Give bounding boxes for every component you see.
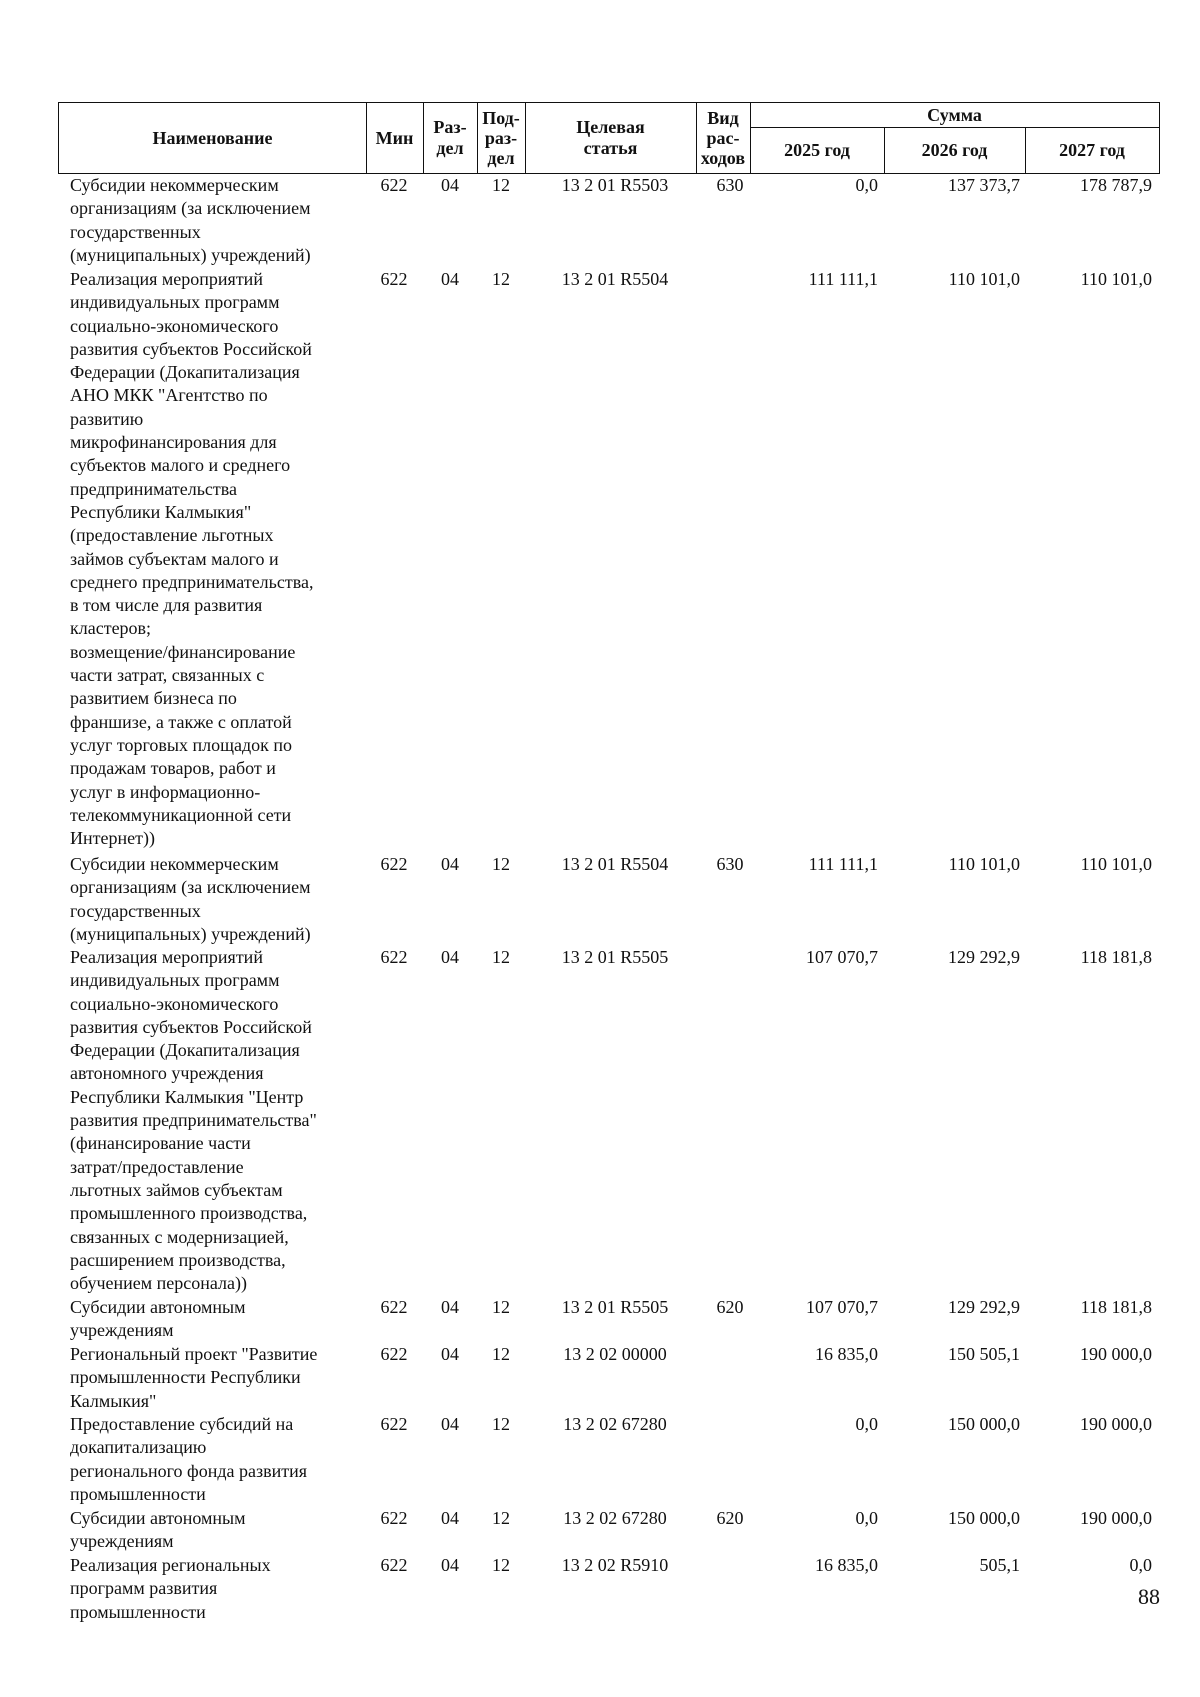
row-celevaya: 13 2 02 R5910	[561, 1555, 669, 1575]
row-vid: 630	[716, 175, 744, 195]
row-y2027: 190 000,0	[1080, 1508, 1152, 1528]
row-celevaya: 13 2 02 67280	[563, 1508, 667, 1528]
row-y2027: 190 000,0	[1080, 1414, 1152, 1434]
header-year-2027: 2027 год	[1059, 140, 1125, 160]
row-razdel: 04	[441, 1508, 459, 1528]
row-razdel: 04	[441, 269, 459, 289]
row-name: Субсидии некоммерческим организациям (за исключением государственных (муниципальных) учреждений)	[70, 854, 311, 944]
row-celevaya: 13 2 01 R5505	[561, 947, 669, 967]
row-min: 622	[380, 854, 408, 874]
row-vid: 620	[716, 1508, 744, 1528]
header-celevaya: Целевая статья	[576, 117, 645, 158]
row-min: 622	[380, 947, 408, 967]
row-y2027: 0,0	[1129, 1555, 1152, 1575]
table-header	[58, 102, 1160, 174]
row-celevaya: 13 2 01 R5504	[561, 269, 669, 289]
row-celevaya: 13 2 01 R5504	[561, 854, 669, 874]
row-celevaya: 13 2 02 67280	[563, 1414, 667, 1434]
row-y2025: 111 111,1	[808, 269, 878, 289]
row-y2026: 150 505,1	[948, 1344, 1020, 1364]
row-y2026: 137 373,7	[948, 175, 1020, 195]
header-razdel: Раз- дел	[433, 117, 467, 158]
row-min: 622	[380, 175, 408, 195]
row-podrazdel: 12	[492, 1508, 510, 1528]
row-name: Предоставление субсидий на докапитализацию регионального фонда развития промышленности	[70, 1414, 307, 1504]
row-y2026: 129 292,9	[948, 1297, 1020, 1317]
row-min: 622	[380, 1344, 408, 1364]
row-y2026: 110 101,0	[948, 269, 1020, 289]
row-min: 622	[380, 1508, 408, 1528]
row-min: 622	[380, 1555, 408, 1575]
row-razdel: 04	[441, 175, 459, 195]
row-razdel: 04	[441, 1297, 459, 1317]
row-podrazdel: 12	[492, 269, 510, 289]
row-y2025: 0,0	[855, 175, 878, 195]
row-y2027: 178 787,9	[1080, 175, 1152, 195]
row-podrazdel: 12	[492, 1297, 510, 1317]
row-vid: 630	[716, 854, 744, 874]
row-y2025: 107 070,7	[806, 1297, 878, 1317]
header-vid: Вид рас- ходов	[700, 108, 746, 168]
row-y2026: 129 292,9	[948, 947, 1020, 967]
row-y2027: 118 181,8	[1080, 947, 1152, 967]
row-name: Реализация мероприятий индивидуальных программ социально-экономического развития субъектов Российской Федерации (Докапитализация АНО МКК "Агентство по развитию микрофинансирования для субъектов малого и среднего предпринимательства Республики Калмыкия" (предоставление льготных займов субъектам малого и среднего предпринимательства, в том числе для развития кластеров; возмещение/финансирование части затрат, связанных с развитием бизнеса по франшизе, а также с оплатой услуг торговых площадок по продажам товаров, работ и услуг в информационно- телекоммуникационной сети Интернет))	[70, 269, 314, 849]
row-y2025: 16 835,0	[815, 1344, 878, 1364]
row-celevaya: 13 2 01 R5505	[561, 1297, 669, 1317]
row-razdel: 04	[441, 947, 459, 967]
row-podrazdel: 12	[492, 1414, 510, 1434]
row-razdel: 04	[441, 1344, 459, 1364]
row-y2025: 16 835,0	[815, 1555, 878, 1575]
row-y2025: 111 111,1	[808, 854, 878, 874]
row-podrazdel: 12	[492, 1555, 510, 1575]
row-y2027: 110 101,0	[1080, 269, 1152, 289]
header-min: Мин	[375, 127, 414, 148]
row-name: Субсидии автономным учреждениям	[70, 1508, 246, 1552]
row-min: 622	[380, 1297, 408, 1317]
row-y2026: 150 000,0	[948, 1414, 1020, 1434]
row-y2025: 0,0	[855, 1414, 878, 1434]
row-razdel: 04	[441, 1555, 459, 1575]
row-y2027: 190 000,0	[1080, 1344, 1152, 1364]
row-podrazdel: 12	[492, 854, 510, 874]
header-podrazdel: Под- раз- дел	[482, 108, 520, 168]
row-y2027: 118 181,8	[1080, 1297, 1152, 1317]
row-razdel: 04	[441, 854, 459, 874]
row-y2026: 505,1	[979, 1555, 1020, 1575]
header-name: Наименование	[152, 127, 273, 148]
row-min: 622	[380, 1414, 408, 1434]
header-year-2026: 2026 год	[921, 140, 988, 160]
row-y2025: 107 070,7	[806, 947, 878, 967]
header-summa: Сумма	[927, 104, 982, 125]
row-celevaya: 13 2 02 00000	[563, 1344, 667, 1364]
row-vid: 620	[716, 1297, 744, 1317]
row-celevaya: 13 2 01 R5503	[561, 175, 669, 195]
row-min: 622	[380, 269, 408, 289]
row-name: Реализация мероприятий индивидуальных программ социально-экономического развития субъектов Российской Федерации (Докапитализация автономного учреждения Республики Калмыкия "Центр развития предпринимательства" (финансирование части затрат/предоставление льготных займов субъектам промышленного производства, связанных с модернизацией, расширением производства, обучением персонала))	[70, 947, 317, 1294]
row-y2025: 0,0	[855, 1508, 878, 1528]
row-podrazdel: 12	[492, 175, 510, 195]
row-name: Субсидии некоммерческим организациям (за исключением государственных (муниципальных) учреждений)	[70, 175, 311, 265]
row-y2026: 110 101,0	[948, 854, 1020, 874]
row-razdel: 04	[441, 1414, 459, 1434]
row-name: Субсидии автономным учреждениям	[70, 1297, 246, 1341]
row-y2026: 150 000,0	[948, 1508, 1020, 1528]
row-podrazdel: 12	[492, 1344, 510, 1364]
page-number: 88	[1138, 1584, 1160, 1609]
row-name: Реализация региональных программ развития промышленности	[70, 1555, 271, 1622]
header-year-2025: 2025 год	[784, 140, 850, 160]
row-name: Региональный проект "Развитие промышленности Республики Калмыкия"	[70, 1344, 318, 1411]
row-y2027: 110 101,0	[1080, 854, 1152, 874]
row-podrazdel: 12	[492, 947, 510, 967]
